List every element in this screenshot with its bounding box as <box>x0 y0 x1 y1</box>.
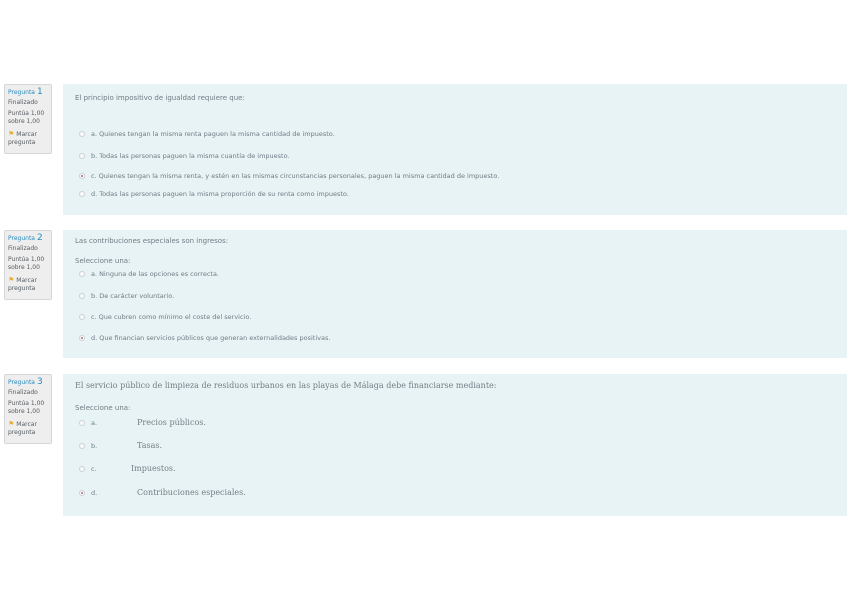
select-prompt: Seleccione una: <box>75 257 131 265</box>
question-3-info <box>4 374 52 444</box>
answer-option-a[interactable]: a. Precios públicos. <box>79 418 206 427</box>
question-grade: Puntúa 1,00 sobre 1,00 <box>8 256 45 271</box>
radio-button-checked[interactable] <box>79 335 85 341</box>
radio-button[interactable] <box>79 131 85 137</box>
flag-icon: ⚑ <box>8 130 15 138</box>
answer-option-a[interactable]: a. Ninguna de las opciones es correcta. <box>79 270 219 278</box>
answer-option-c[interactable]: c. Impuestos. <box>79 464 176 473</box>
answer-option-c[interactable]: c. Quienes tengan la misma renta, y estén en las mismas circunstancias personales, paguen la misma cantidad de impuesto. <box>79 172 499 180</box>
question-2-content <box>63 230 847 358</box>
question-text: Las contribuciones especiales son ingresos: <box>75 237 229 245</box>
question-grade: Puntúa 1,00 sobre 1,00 <box>8 400 45 415</box>
question-3-content <box>63 374 847 516</box>
flag-question-button[interactable]: ⚑ Marcar pregunta <box>8 130 37 146</box>
flag-icon: ⚑ <box>8 420 15 428</box>
radio-button[interactable] <box>79 314 85 320</box>
question-state: Finalizado <box>8 99 38 106</box>
question-number: Pregunta 3 <box>8 377 43 387</box>
answer-option-b[interactable]: b. Todas las personas paguen la misma cuantía de impuesto. <box>79 152 290 160</box>
radio-button[interactable] <box>79 271 85 277</box>
question-state: Finalizado <box>8 245 38 252</box>
answer-option-d[interactable]: d. Contribuciones especiales. <box>79 488 246 497</box>
question-grade: Puntúa 1,00 sobre 1,00 <box>8 110 45 125</box>
radio-button[interactable] <box>79 443 85 449</box>
question-number: Pregunta 1 <box>8 87 43 97</box>
answer-option-d[interactable]: d. Todas las personas paguen la misma proporción de su renta como impuesto. <box>79 190 349 198</box>
flag-icon: ⚑ <box>8 276 15 284</box>
radio-button-checked[interactable] <box>79 173 85 179</box>
question-number: Pregunta 2 <box>8 233 43 243</box>
flag-question-button[interactable]: ⚑ Marcar pregunta <box>8 420 37 436</box>
radio-button-checked[interactable] <box>79 490 85 496</box>
radio-button[interactable] <box>79 293 85 299</box>
select-prompt: Seleccione una: <box>75 404 131 412</box>
question-text: El principio impositivo de igualdad requiere que: <box>75 94 245 102</box>
question-1-content <box>63 84 847 215</box>
radio-button[interactable] <box>79 191 85 197</box>
radio-button[interactable] <box>79 420 85 426</box>
answer-option-a[interactable]: a. Quienes tengan la misma renta paguen la misma cantidad de impuesto. <box>79 130 335 138</box>
answer-option-d[interactable]: d. Que financian servicios públicos que generan externalidades positivas. <box>79 334 330 342</box>
radio-button[interactable] <box>79 153 85 159</box>
answer-option-b[interactable]: b. De carácter voluntario. <box>79 292 174 300</box>
question-text: El servicio público de limpieza de residuos urbanos en las playas de Málaga debe financiarse mediante: <box>75 381 497 390</box>
question-state: Finalizado <box>8 389 38 396</box>
flag-question-button[interactable]: ⚑ Marcar pregunta <box>8 276 37 292</box>
radio-button[interactable] <box>79 466 85 472</box>
question-2-info <box>4 230 52 300</box>
question-1-info <box>4 84 52 154</box>
answer-option-b[interactable]: b. Tasas. <box>79 441 162 450</box>
answer-option-c[interactable]: c. Que cubren como mínimo el coste del servicio. <box>79 313 251 321</box>
